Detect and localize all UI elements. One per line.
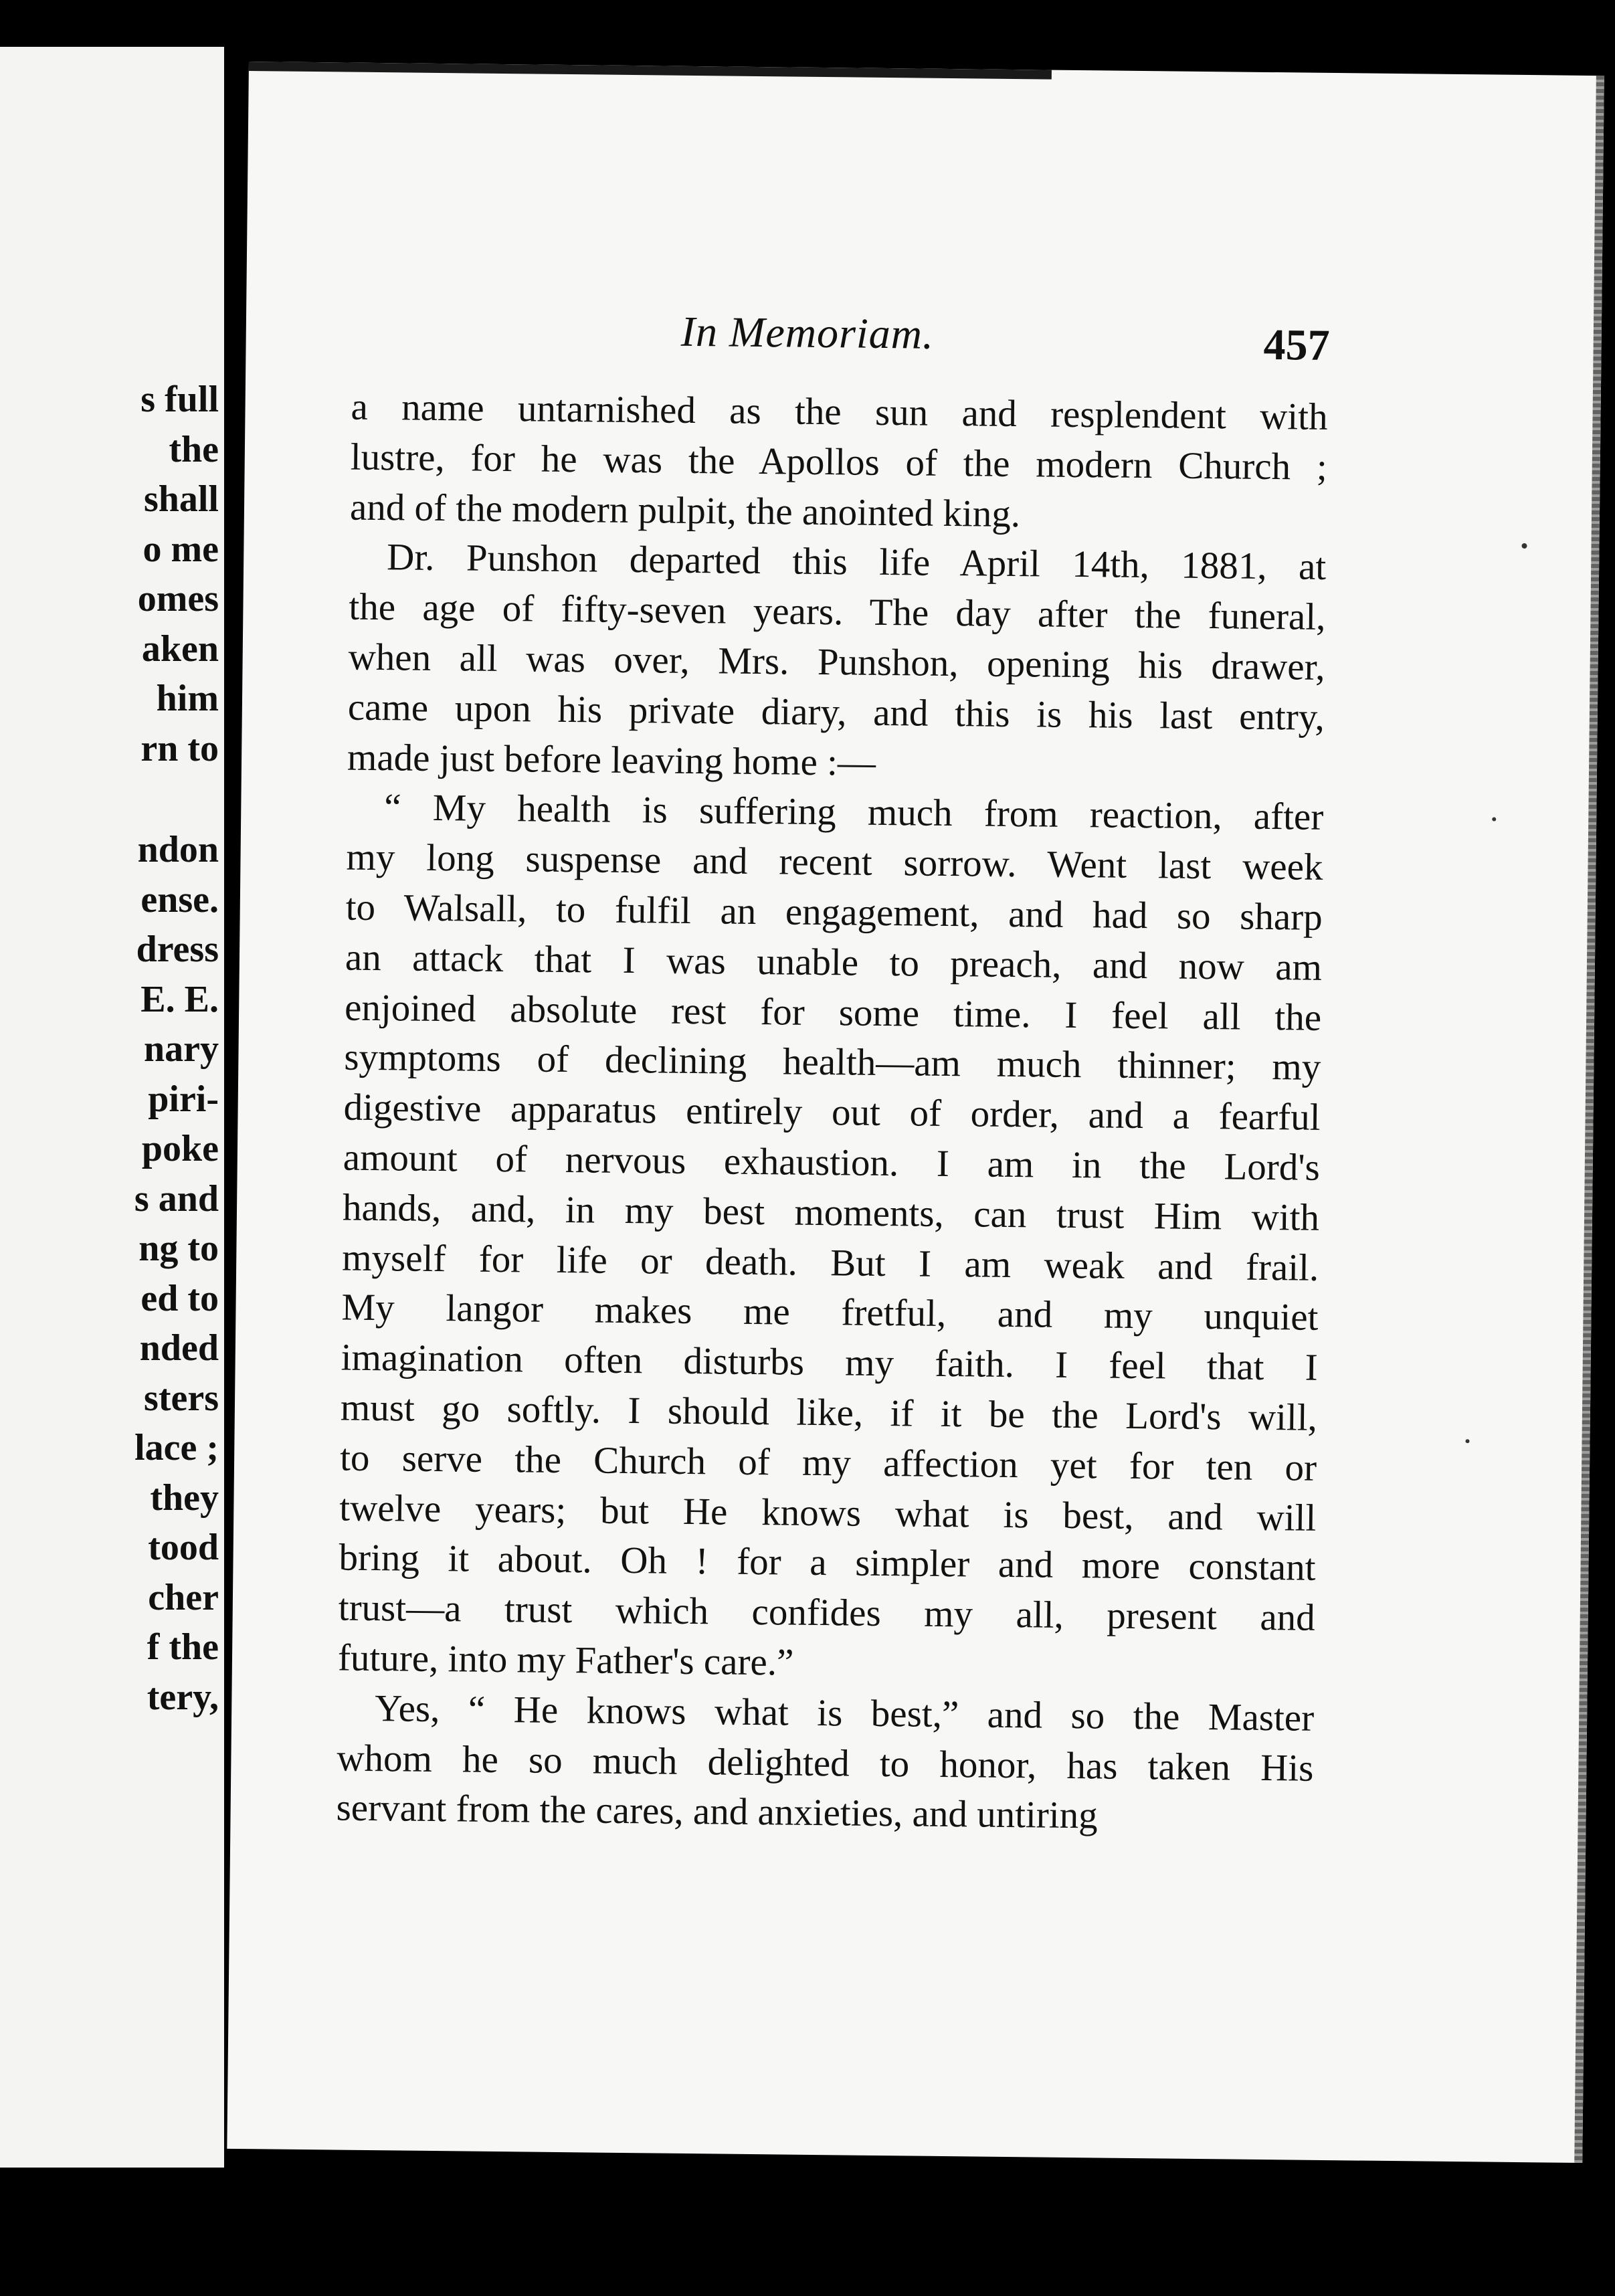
page-edge bbox=[1574, 76, 1604, 2163]
facing-page-line: s full bbox=[140, 379, 219, 420]
text-line: bring it about. Oh ! for a simpler and more constant bbox=[339, 1536, 1316, 1590]
facing-page-line: tery, bbox=[147, 1676, 219, 1718]
facing-page-line: ense. bbox=[140, 878, 219, 921]
text-line: My langor makes me fretful, and my unquiet bbox=[341, 1286, 1319, 1339]
text-line: lustre, for he was the Apollos of the modern Church ; bbox=[350, 436, 1328, 488]
text-line: a name untarnished as the sun and resplendent with bbox=[351, 385, 1328, 438]
facing-page-line: f the bbox=[147, 1626, 219, 1668]
facing-page-line: tood bbox=[148, 1527, 219, 1568]
facing-page-fragment bbox=[0, 47, 224, 2168]
page-header bbox=[246, 302, 1330, 374]
text-line: must go softly. I should like, if it be the Lord's will, bbox=[340, 1386, 1318, 1439]
text-line: to serve the Church of my affection yet for ten or bbox=[339, 1436, 1317, 1489]
text-line: an attack that I was unable to preach, and now am bbox=[345, 936, 1323, 989]
facing-page-line bbox=[0, 773, 219, 825]
facing-page-line: cher bbox=[148, 1576, 219, 1618]
page-top-shadow bbox=[249, 62, 1052, 80]
paragraph bbox=[336, 1683, 1314, 1844]
paragraph bbox=[338, 783, 1324, 1694]
facing-page-line: ed to bbox=[140, 1277, 219, 1319]
facing-page-line: aken bbox=[141, 628, 219, 670]
text-line: hands, and, in my best moments, can trust Him with bbox=[342, 1186, 1320, 1239]
facing-page-text bbox=[0, 375, 219, 1722]
facing-page-line: shall bbox=[143, 478, 219, 520]
facing-page-line: nary bbox=[144, 1028, 219, 1070]
text-line: future, into my Father's care.” bbox=[337, 1636, 794, 1684]
text-line: whom he so much delighted to honor, has taken His bbox=[337, 1737, 1314, 1790]
facing-page-line: s and bbox=[134, 1177, 219, 1220]
text-line: to Walsall, to fulfil an engagement, and had so sharp bbox=[345, 886, 1323, 939]
text-line: my long suspense and recent sorrow. Went last week bbox=[346, 836, 1323, 889]
facing-page-line: poke bbox=[141, 1128, 219, 1169]
text-line: “ My health is suffering much from reaction, after bbox=[384, 786, 1324, 839]
text-line: symptoms of declining health—am much thinner; my bbox=[344, 1036, 1321, 1089]
text-line: twelve years; but He knows what is best, and will bbox=[339, 1487, 1317, 1539]
page-number: 457 bbox=[1263, 320, 1331, 370]
facing-page-line: omes bbox=[137, 578, 219, 619]
scan-speck bbox=[1465, 1439, 1469, 1443]
facing-page-line: rn to bbox=[140, 727, 219, 769]
text-line: digestive apparatus entirely out of order, and a fearful bbox=[343, 1086, 1321, 1139]
facing-page-line: sters bbox=[144, 1377, 219, 1419]
running-title: In Memoriam. bbox=[680, 307, 935, 358]
facing-page-line: piri- bbox=[148, 1078, 219, 1120]
text-line: came upon his private diary, and this is his last entry, bbox=[347, 686, 1325, 739]
text-line: and of the modern pulpit, the anointed king. bbox=[349, 486, 1021, 535]
text-line: Yes, “ He knows what is best,” and so the Master bbox=[374, 1687, 1315, 1739]
text-line: servant from the cares, and anxieties, and untiring bbox=[336, 1786, 1098, 1837]
facing-page-line: o me bbox=[142, 528, 219, 570]
facing-page-line: E. E. bbox=[140, 978, 219, 1020]
text-line: imagination often disturbs my faith. I feel that I bbox=[341, 1336, 1318, 1389]
facing-page-line: they bbox=[150, 1476, 219, 1519]
scan-speck bbox=[1492, 818, 1496, 822]
body-text bbox=[336, 383, 1328, 1844]
paragraph bbox=[347, 533, 1327, 793]
text-line: Dr. Punshon departed this life April 14th, 1881, at bbox=[386, 536, 1327, 589]
facing-page-line: the bbox=[169, 428, 219, 470]
paragraph bbox=[350, 383, 1328, 543]
text-line: the age of fifty-seven years. The day after the funeral, bbox=[349, 585, 1326, 639]
text-line: myself for life or death. But I am weak and frail. bbox=[341, 1236, 1319, 1289]
scan-speck bbox=[1521, 543, 1527, 549]
text-line: when all was over, Mrs. Punshon, opening his drawer, bbox=[348, 636, 1325, 688]
text-line: trust—a trust which confides my all, present and bbox=[338, 1586, 1316, 1639]
book-page bbox=[227, 62, 1604, 2163]
facing-page-line: lace ; bbox=[134, 1427, 219, 1468]
text-line: enjoined absolute rest for some time. I feel all the bbox=[344, 986, 1322, 1039]
facing-page-line: nded bbox=[139, 1327, 219, 1369]
facing-page-line: ndon bbox=[137, 829, 219, 870]
text-line: amount of nervous exhaustion. I am in the Lord's bbox=[343, 1136, 1321, 1189]
text-line: made just before leaving home :— bbox=[347, 736, 876, 784]
facing-page-line: him bbox=[156, 678, 219, 719]
facing-page-line: dress bbox=[136, 929, 219, 970]
facing-page-line: ng to bbox=[138, 1228, 219, 1269]
